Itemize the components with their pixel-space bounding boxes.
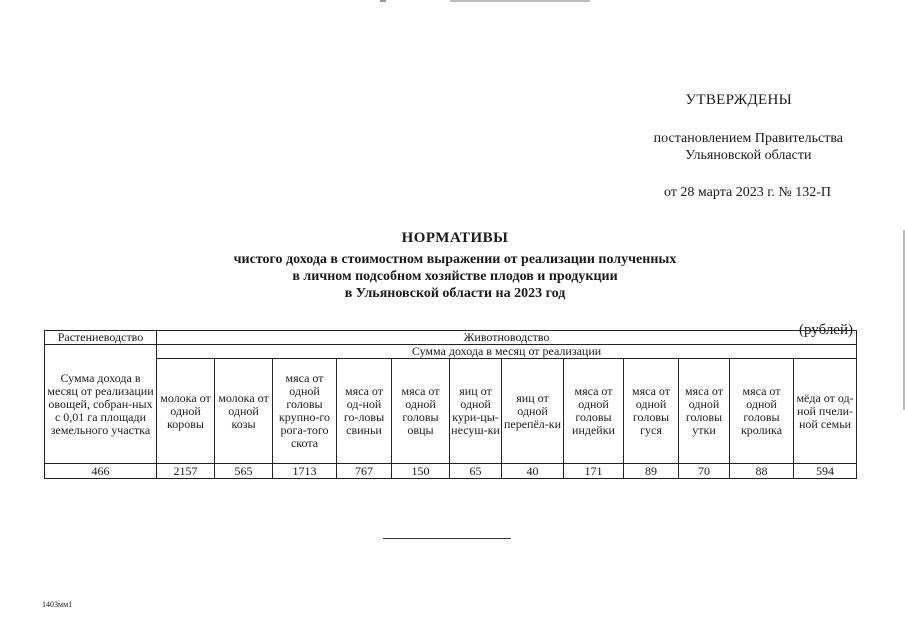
column-header: яиц от одной кури-цы-несуш-ки bbox=[450, 359, 502, 464]
table-column-header-row bbox=[45, 359, 857, 464]
value-cell: 767 bbox=[337, 464, 392, 479]
column-header: мяса от одной головы утки bbox=[679, 359, 730, 464]
document-title: НОРМАТИВЫ bbox=[401, 230, 509, 246]
scan-marks bbox=[0, 0, 905, 6]
column-header: молока от одной козы bbox=[215, 359, 273, 464]
column-header: мяса от одной головы крупно-го рога-того скота bbox=[273, 359, 337, 464]
approval-title: УТВЕРЖДЕНЫ bbox=[685, 92, 792, 108]
column-header: мяса от одной головы индейки bbox=[564, 359, 624, 464]
column-header: мяса от од-ной го-ловы свиньи bbox=[337, 359, 392, 464]
units-label: (рублей) bbox=[798, 322, 853, 338]
closing-line bbox=[383, 538, 511, 539]
approval-line-1: постановлением Правительства bbox=[653, 131, 843, 146]
column-header: мяса от одной головы овцы bbox=[392, 359, 450, 464]
value-cell: 150 bbox=[392, 464, 450, 479]
plant-value-cell: 466 bbox=[45, 464, 157, 479]
table-group-row bbox=[45, 331, 857, 345]
animal-subheader-cell: Сумма дохода в месяц от реализации bbox=[157, 345, 857, 359]
value-cell: 89 bbox=[624, 464, 679, 479]
plant-column-header: Сумма дохода в месяц от реализации овощей, собран-ных с 0,01 га площади земельного участка bbox=[45, 345, 157, 464]
column-header: мёда от од-ной пчели-ной семьи bbox=[794, 359, 857, 464]
value-cell: 40 bbox=[502, 464, 564, 479]
subtitle-line-2: в личном подсобном хозяйстве плодов и продукции bbox=[292, 269, 618, 284]
norms-table bbox=[44, 330, 857, 479]
value-cell: 171 bbox=[564, 464, 624, 479]
column-header: яиц от одной перепёл-ки bbox=[502, 359, 564, 464]
group-animal-cell: Животноводство bbox=[157, 331, 857, 345]
table-subheader-row bbox=[45, 345, 857, 359]
value-cell: 88 bbox=[730, 464, 794, 479]
column-header: мяса от одной головы гуся bbox=[624, 359, 679, 464]
value-cell: 70 bbox=[679, 464, 730, 479]
value-cell: 65 bbox=[450, 464, 502, 479]
subtitle-line-1: чистого дохода в стоимостном выражении от реализации полученных bbox=[233, 252, 677, 267]
value-cell: 594 bbox=[794, 464, 857, 479]
document-subtitle bbox=[170, 251, 740, 302]
group-plant-cell: Растениеводство bbox=[45, 331, 157, 345]
column-header: мяса от одной головы кролика bbox=[730, 359, 794, 464]
subtitle-line-3: в Ульяновской области на 2023 год bbox=[344, 286, 566, 301]
approval-line-2: Ульяновской области bbox=[685, 148, 812, 163]
value-cell: 2157 bbox=[157, 464, 215, 479]
value-cell: 565 bbox=[215, 464, 273, 479]
table-row bbox=[45, 464, 857, 479]
approval-text bbox=[654, 130, 843, 164]
footer-code: 1403мм1 bbox=[42, 600, 73, 609]
value-cell: 1713 bbox=[273, 464, 337, 479]
column-header: молока от одной коровы bbox=[157, 359, 215, 464]
approval-date: от 28 марта 2023 г. № 132-П bbox=[663, 185, 831, 200]
